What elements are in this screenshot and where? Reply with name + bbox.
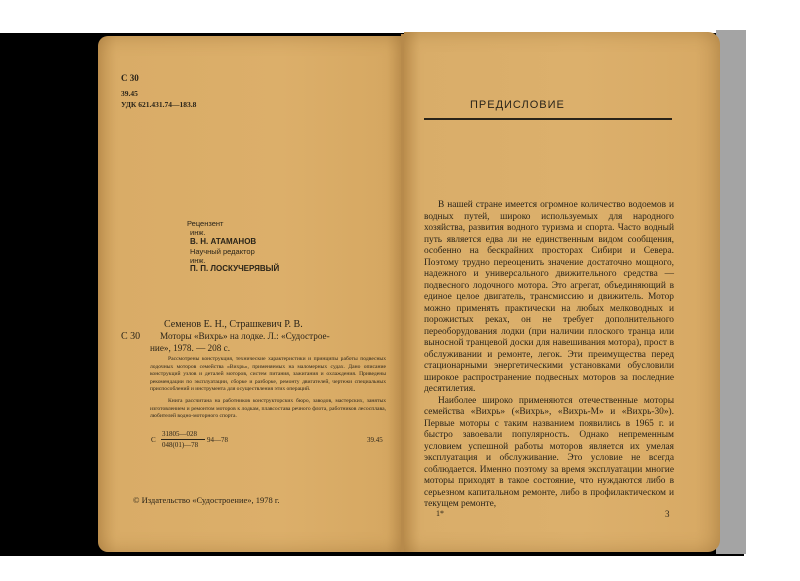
title-rule — [424, 118, 672, 120]
entry-title-line1: Моторы «Вихрь» на лодке. Л.: «Судострое- — [160, 331, 330, 341]
scan-shadow-right — [716, 30, 746, 554]
scan-background-bottom — [0, 556, 800, 581]
classification-code: С 30 — [121, 73, 139, 83]
reviewer-title: инж. — [190, 228, 206, 237]
editor-role: Научный редактор — [190, 247, 255, 256]
preface-paragraph-1: В нашей стране имеется огромное количество водоемов и водных путей, широко используемых для народного хозяйства, развития водного туризма и спорта. Часто водный путь является едва ли не единственным видом сообщения, особенно на бескрайних просторах Сибири и Севера. Поэтому трудно переоценить значение достаточно мощного, надежного и универсального движительного средства — подвесного лодочного мотора. Это агрегат, объединяющий в единое целое двигатель, трансмиссию и движитель. Мотор можно применять практически на любых мелководных и порожистых реках, он не требует дополнительного переоборудования лодки (при наличии плоского транца или выносной транцевой доски для навешивания мотора), прост в обслуживании и ремонте, легок. Эти преимущества перед стационарными энергетическими установками обусловили широкое распространение подвесных моторов за последние десятилетия. — [424, 200, 674, 394]
reviewer-name: В. Н. АТАМАНОВ — [190, 237, 257, 246]
annotation-paragraph-1: Рассмотрены конструкция, технические характеристики и принципы работы подвесных лодочных моторов семейства «Вихрь», применяемых на маломерных судах. Дано описание конструкций узлов и деталей моторов, систем питания, зажигания и охлаждения. Приведены рекомендации по эксплуатации, сборке и разборке, ремонту двигателей, чертежи специальных приспособлений и инструмента для осуществления этих операций. — [150, 356, 386, 393]
catalog-fraction-line — [161, 439, 205, 440]
page-number: 3 — [665, 509, 670, 519]
annotation-paragraph-2: Книга рассчитана на работников конструкторских бюро, заводов, мастерских, занятых изготовлением и ремонтом моторов к лодкам, плавсостава речного флота, работников лесосплава, любителей водно-моторного спорта. — [150, 398, 386, 420]
catalog-index: 39.45 — [367, 436, 383, 444]
classification-index: 39.45 — [121, 89, 138, 98]
left-page — [98, 36, 402, 552]
signature-mark: 1* — [436, 509, 444, 518]
scan-background-left — [0, 33, 96, 556]
editor-name: П. П. ЛОСКУЧЕРЯВЫЙ — [190, 264, 280, 273]
entry-title-line2: ние», 1978. — 208 с. — [150, 343, 231, 353]
preface-title: ПРЕДИСЛОВИЕ — [470, 99, 565, 111]
entry-authors: Семенов Е. Н., Страшкевич Р. В. — [164, 319, 303, 330]
catalog-letter: С — [151, 436, 156, 444]
preface-paragraph-2: Наиболее широко применяются отечественные моторы семейства «Вихрь» («Вихрь», «Вихрь-М» и «Вихрь-30»). Первые моторы с таким названием появились в 1965 г. и быстро завоевали популярность. Однако непременным условием успешной работы моторов является их умелая эксплуатация и обслуживание. Это условие не всегда соблюдается. Именно поэтому за время эксплуатации многие моторы приходят в такое состояние, что нуждаются либо в серьезном капитальном ремонте, либо в профилактическом и текущем ремонте, — [424, 395, 674, 509]
catalog-code: 94—78 — [207, 436, 228, 444]
scan-background-right — [744, 0, 800, 581]
catalog-denominator: 048(01)—78 — [162, 441, 199, 449]
editor-title: инж. — [190, 256, 206, 265]
copyright-line: © Издательство «Судостроение», 1978 г. — [133, 495, 280, 505]
reviewer-role: Рецензент — [187, 219, 224, 228]
preface-body — [424, 200, 674, 511]
entry-code: С 30 — [121, 331, 141, 342]
catalog-numerator: 31805—028 — [162, 430, 197, 438]
scan-background-top — [0, 0, 800, 33]
udc-code: УДК 621.431.74—183.8 — [121, 100, 197, 109]
